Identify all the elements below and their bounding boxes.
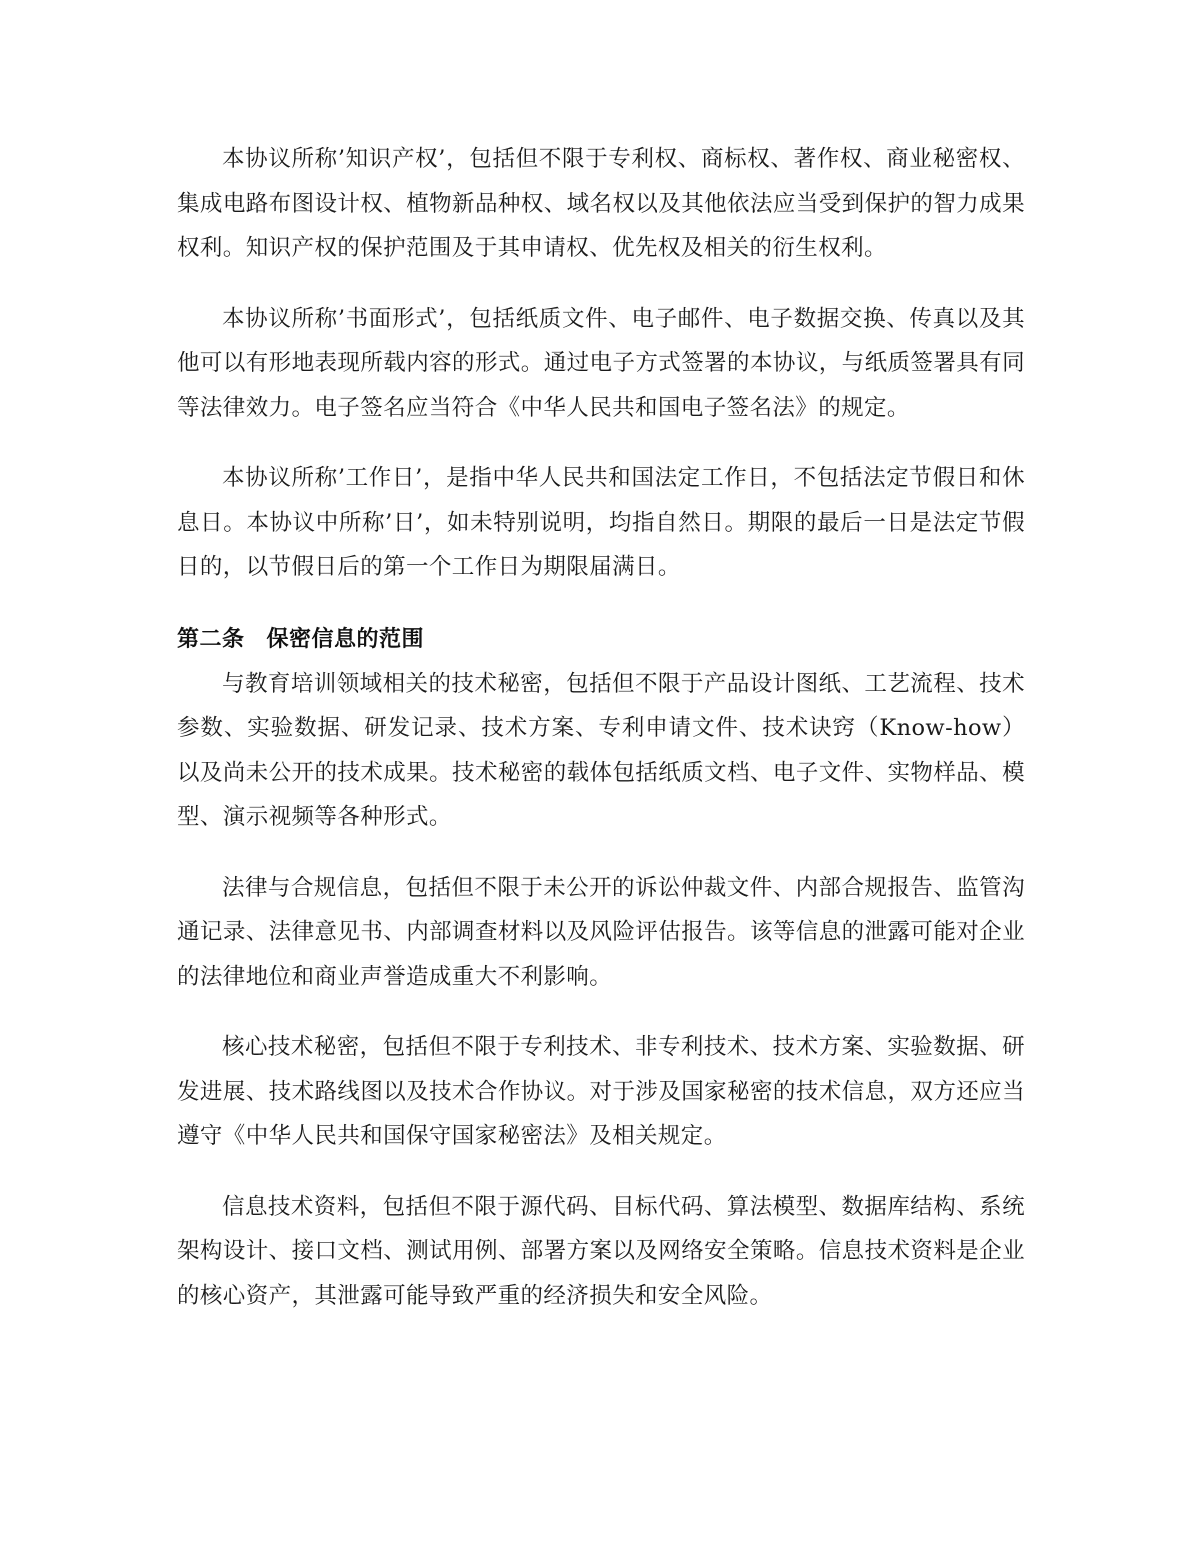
section-title: 保密信息的范围 [266,626,425,652]
paragraph-legal-compliance-info: 法律与合规信息，包括但不限于未公开的诉讼仲裁文件、内部合规报告、监管沟通记录、法律意见书、内部调查材料以及风险评估报告。该等信息的泄露可能对企业的法律地位和商业声誉造成重大不利影响。 [177,874,1025,990]
paragraph-written-form-definition: 本协议所称’书面形式’，包括纸质文件、电子邮件、电子数据交换、传真以及其他可以有形地表现所载内容的形式。通过电子方式签署的本协议，与纸质签署具有同等法律效力。电子签名应当符合《中华人民共和国电子签名法》的规定。 [177,305,1025,421]
document-body [177,137,1025,1318]
paragraph-it-materials: 信息技术资料，包括但不限于源代码、目标代码、算法模型、数据库结构、系统架构设计、接口文档、测试用例、部署方案以及网络安全策略。信息技术资料是企业的核心资产，其泄露可能导致严重的经济损失和安全风险。 [177,1193,1025,1309]
paragraph-intellectual-property-definition: 本协议所称’知识产权’，包括但不限于专利权、商标权、著作权、商业秘密权、集成电路布图设计权、植物新品种权、域名权以及其他依法应当受到保护的智力成果权利。知识产权的保护范围及于其申请权、优先权及相关的衍生权利。 [177,146,1025,261]
paragraph-working-day-definition: 本协议所称’工作日’，是指中华人民共和国法定工作日，不包括法定节假日和休息日。本协议中所称’日’，如未特别说明，均指自然日。期限的最后一日是法定节假日的，以节假日后的第一个工作日为期限届满日。 [177,465,1025,580]
paragraph-technical-secrets: 与教育培训领域相关的技术秘密，包括但不限于产品设计图纸、工艺流程、技术参数、实验数据、研发记录、技术方案、专利申请文件、技术诀窍（Know-how）以及尚未公开的技术成果。技术秘密的载体包括纸质文档、电子文件、实物样品、模型、演示视频等各种形式。 [177,670,1025,830]
section-heading [177,618,1025,662]
section-number: 第二条 [177,626,245,652]
paragraph-core-technical-secrets: 核心技术秘密，包括但不限于专利技术、非专利技术、技术方案、实验数据、研发进展、技术路线图以及技术合作协议。对于涉及国家秘密的技术信息，双方还应当遵守《中华人民共和国保守国家秘密法》及相关规定。 [177,1034,1025,1149]
